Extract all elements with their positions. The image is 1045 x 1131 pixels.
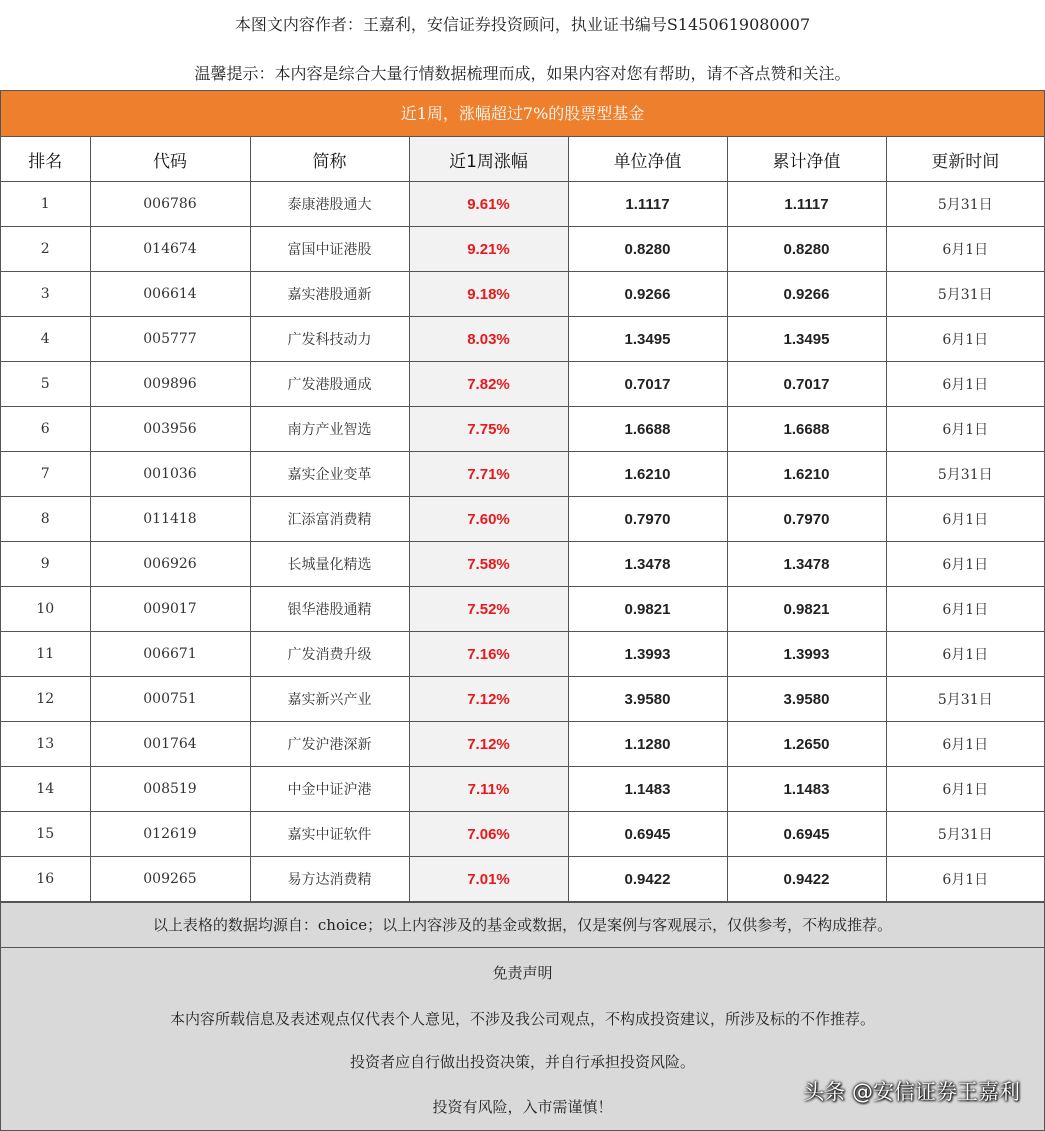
cell-code: 008519 [90,767,250,812]
cell-code: 006671 [90,632,250,677]
disclaimer-line-1: 本内容所载信息及表述观点仅代表个人意见，不涉及我公司观点，不构成投资建议，所涉及标的不作推荐。 [169,1010,875,1028]
table-row [1,767,1044,812]
cell-weekly-gain: 7.12% [409,722,568,767]
cell-code: 009017 [90,587,250,632]
cell-update-time: 5月31日 [886,182,1044,227]
table-row [1,857,1044,902]
cell-cumulative-nav: 1.3495 [727,317,886,362]
cell-code: 000751 [90,677,250,722]
fund-table-panel [0,90,1045,1131]
cell-unit-nav: 0.9422 [568,857,727,902]
cell-short-name: 嘉实港股通新 [250,272,409,317]
cell-cumulative-nav: 0.7017 [727,362,886,407]
cell-cumulative-nav: 1.6688 [727,407,886,452]
watermark: 头条 @安信证券王嘉利 [803,1080,1020,1104]
cell-unit-nav: 1.1117 [568,182,727,227]
cell-code: 005777 [90,317,250,362]
table-header-row [1,137,1044,182]
table-row [1,452,1044,497]
cell-cumulative-nav: 0.9266 [727,272,886,317]
cell-short-name: 易方达消费精 [250,857,409,902]
cell-weekly-gain: 7.06% [409,812,568,857]
cell-rank: 11 [1,632,90,677]
cell-weekly-gain: 7.12% [409,677,568,722]
cell-update-time: 6月1日 [886,767,1044,812]
cell-unit-nav: 3.9580 [568,677,727,722]
cell-weekly-gain: 8.03% [409,317,568,362]
cell-rank: 12 [1,677,90,722]
cell-short-name: 广发消费升级 [250,632,409,677]
cell-rank: 3 [1,272,90,317]
cell-rank: 13 [1,722,90,767]
cell-unit-nav: 0.6945 [568,812,727,857]
cell-rank: 7 [1,452,90,497]
cell-unit-nav: 0.7017 [568,362,727,407]
table-row [1,272,1044,317]
cell-short-name: 南方产业智选 [250,407,409,452]
column-header-unit-nav: 单位净值 [568,137,727,182]
fund-table [1,137,1044,902]
table-row [1,722,1044,767]
tip-line: 温馨提示：本内容是综合大量行情数据梳理而成，如果内容对您有帮助，请不吝点赞和关注。 [194,64,851,83]
cell-unit-nav: 0.9266 [568,272,727,317]
column-header-update-time: 更新时间 [886,137,1044,182]
cell-update-time: 6月1日 [886,722,1044,767]
cell-update-time: 6月1日 [886,542,1044,587]
cell-weekly-gain: 7.75% [409,407,568,452]
cell-code: 011418 [90,497,250,542]
cell-update-time: 6月1日 [886,362,1044,407]
cell-short-name: 嘉实中证软件 [250,812,409,857]
cell-short-name: 银华港股通精 [250,587,409,632]
cell-unit-nav: 1.6210 [568,452,727,497]
cell-short-name: 富国中证港股 [250,227,409,272]
cell-rank: 10 [1,587,90,632]
cell-rank: 9 [1,542,90,587]
cell-rank: 4 [1,317,90,362]
cell-rank: 15 [1,812,90,857]
cell-update-time: 6月1日 [886,857,1044,902]
cell-code: 009896 [90,362,250,407]
cell-rank: 5 [1,362,90,407]
column-header-code: 代码 [90,137,250,182]
cell-short-name: 中金中证沪港 [250,767,409,812]
column-header-short-name: 简称 [250,137,409,182]
cell-update-time: 6月1日 [886,317,1044,362]
cell-short-name: 汇添富消费精 [250,497,409,542]
disclaimer-title: 免责声明 [492,964,553,982]
disclaimer-line-2: 投资者应自行做出投资决策，并自行承担投资风险。 [349,1053,695,1071]
table-row [1,812,1044,857]
cell-short-name: 广发港股通成 [250,362,409,407]
cell-short-name: 泰康港股通大 [250,182,409,227]
cell-unit-nav: 1.3993 [568,632,727,677]
cell-cumulative-nav: 1.3993 [727,632,886,677]
cell-short-name: 广发沪港深新 [250,722,409,767]
cell-weekly-gain: 7.82% [409,362,568,407]
cell-cumulative-nav: 0.7970 [727,497,886,542]
cell-weekly-gain: 7.52% [409,587,568,632]
cell-unit-nav: 0.8280 [568,227,727,272]
cell-weekly-gain: 9.18% [409,272,568,317]
table-banner: 近1周，涨幅超过7%的股票型基金 [1,91,1044,137]
cell-short-name: 嘉实新兴产业 [250,677,409,722]
cell-unit-nav: 1.1280 [568,722,727,767]
cell-update-time: 6月1日 [886,227,1044,272]
cell-weekly-gain: 7.11% [409,767,568,812]
cell-code: 014674 [90,227,250,272]
table-body [1,182,1044,902]
cell-cumulative-nav: 0.9422 [727,857,886,902]
table-row [1,317,1044,362]
cell-weekly-gain: 7.58% [409,542,568,587]
cell-unit-nav: 1.6688 [568,407,727,452]
column-header-weekly-gain: 近1周涨幅 [409,137,568,182]
table-row [1,677,1044,722]
cell-weekly-gain: 9.21% [409,227,568,272]
column-header-rank: 排名 [1,137,90,182]
cell-unit-nav: 0.7970 [568,497,727,542]
disclaimer-line-3: 投资有风险，入市需谨慎！ [432,1098,613,1116]
cell-code: 006614 [90,272,250,317]
cell-rank: 2 [1,227,90,272]
cell-update-time: 5月31日 [886,272,1044,317]
cell-update-time: 6月1日 [886,497,1044,542]
cell-cumulative-nav: 1.3478 [727,542,886,587]
cell-cumulative-nav: 0.6945 [727,812,886,857]
cell-rank: 16 [1,857,90,902]
table-row [1,587,1044,632]
cell-update-time: 6月1日 [886,587,1044,632]
cell-code: 009265 [90,857,250,902]
cell-cumulative-nav: 1.6210 [727,452,886,497]
cell-short-name: 广发科技动力 [250,317,409,362]
cell-weekly-gain: 9.61% [409,182,568,227]
cell-unit-nav: 1.3495 [568,317,727,362]
cell-update-time: 6月1日 [886,632,1044,677]
cell-cumulative-nav: 0.8280 [727,227,886,272]
cell-cumulative-nav: 1.1483 [727,767,886,812]
author-line: 本图文内容作者：王嘉利，安信证券投资顾问，执业证书编号S1450619080007 [234,15,811,34]
cell-code: 006786 [90,182,250,227]
cell-code: 001764 [90,722,250,767]
table-row [1,632,1044,677]
cell-cumulative-nav: 1.2650 [727,722,886,767]
cell-update-time: 5月31日 [886,812,1044,857]
table-row [1,542,1044,587]
cell-update-time: 5月31日 [886,452,1044,497]
cell-cumulative-nav: 0.9821 [727,587,886,632]
cell-rank: 1 [1,182,90,227]
cell-update-time: 5月31日 [886,677,1044,722]
cell-rank: 14 [1,767,90,812]
cell-code: 006926 [90,542,250,587]
cell-short-name: 嘉实企业变革 [250,452,409,497]
table-row [1,407,1044,452]
cell-weekly-gain: 7.01% [409,857,568,902]
table-row [1,182,1044,227]
cell-weekly-gain: 7.60% [409,497,568,542]
table-row [1,497,1044,542]
cell-cumulative-nav: 1.1117 [727,182,886,227]
cell-unit-nav: 1.1483 [568,767,727,812]
column-header-cumulative-nav: 累计净值 [727,137,886,182]
cell-update-time: 6月1日 [886,407,1044,452]
source-note: 以上表格的数据均源自：choice；以上内容涉及的基金或数据，仅是案例与客观展示，仅供参考，不构成推荐。 [1,902,1044,947]
cell-code: 012619 [90,812,250,857]
cell-rank: 6 [1,407,90,452]
table-row [1,362,1044,407]
cell-code: 001036 [90,452,250,497]
cell-code: 003956 [90,407,250,452]
cell-rank: 8 [1,497,90,542]
cell-cumulative-nav: 3.9580 [727,677,886,722]
table-row [1,227,1044,272]
cell-weekly-gain: 7.16% [409,632,568,677]
cell-unit-nav: 0.9821 [568,587,727,632]
cell-short-name: 长城量化精选 [250,542,409,587]
cell-weekly-gain: 7.71% [409,452,568,497]
cell-unit-nav: 1.3478 [568,542,727,587]
